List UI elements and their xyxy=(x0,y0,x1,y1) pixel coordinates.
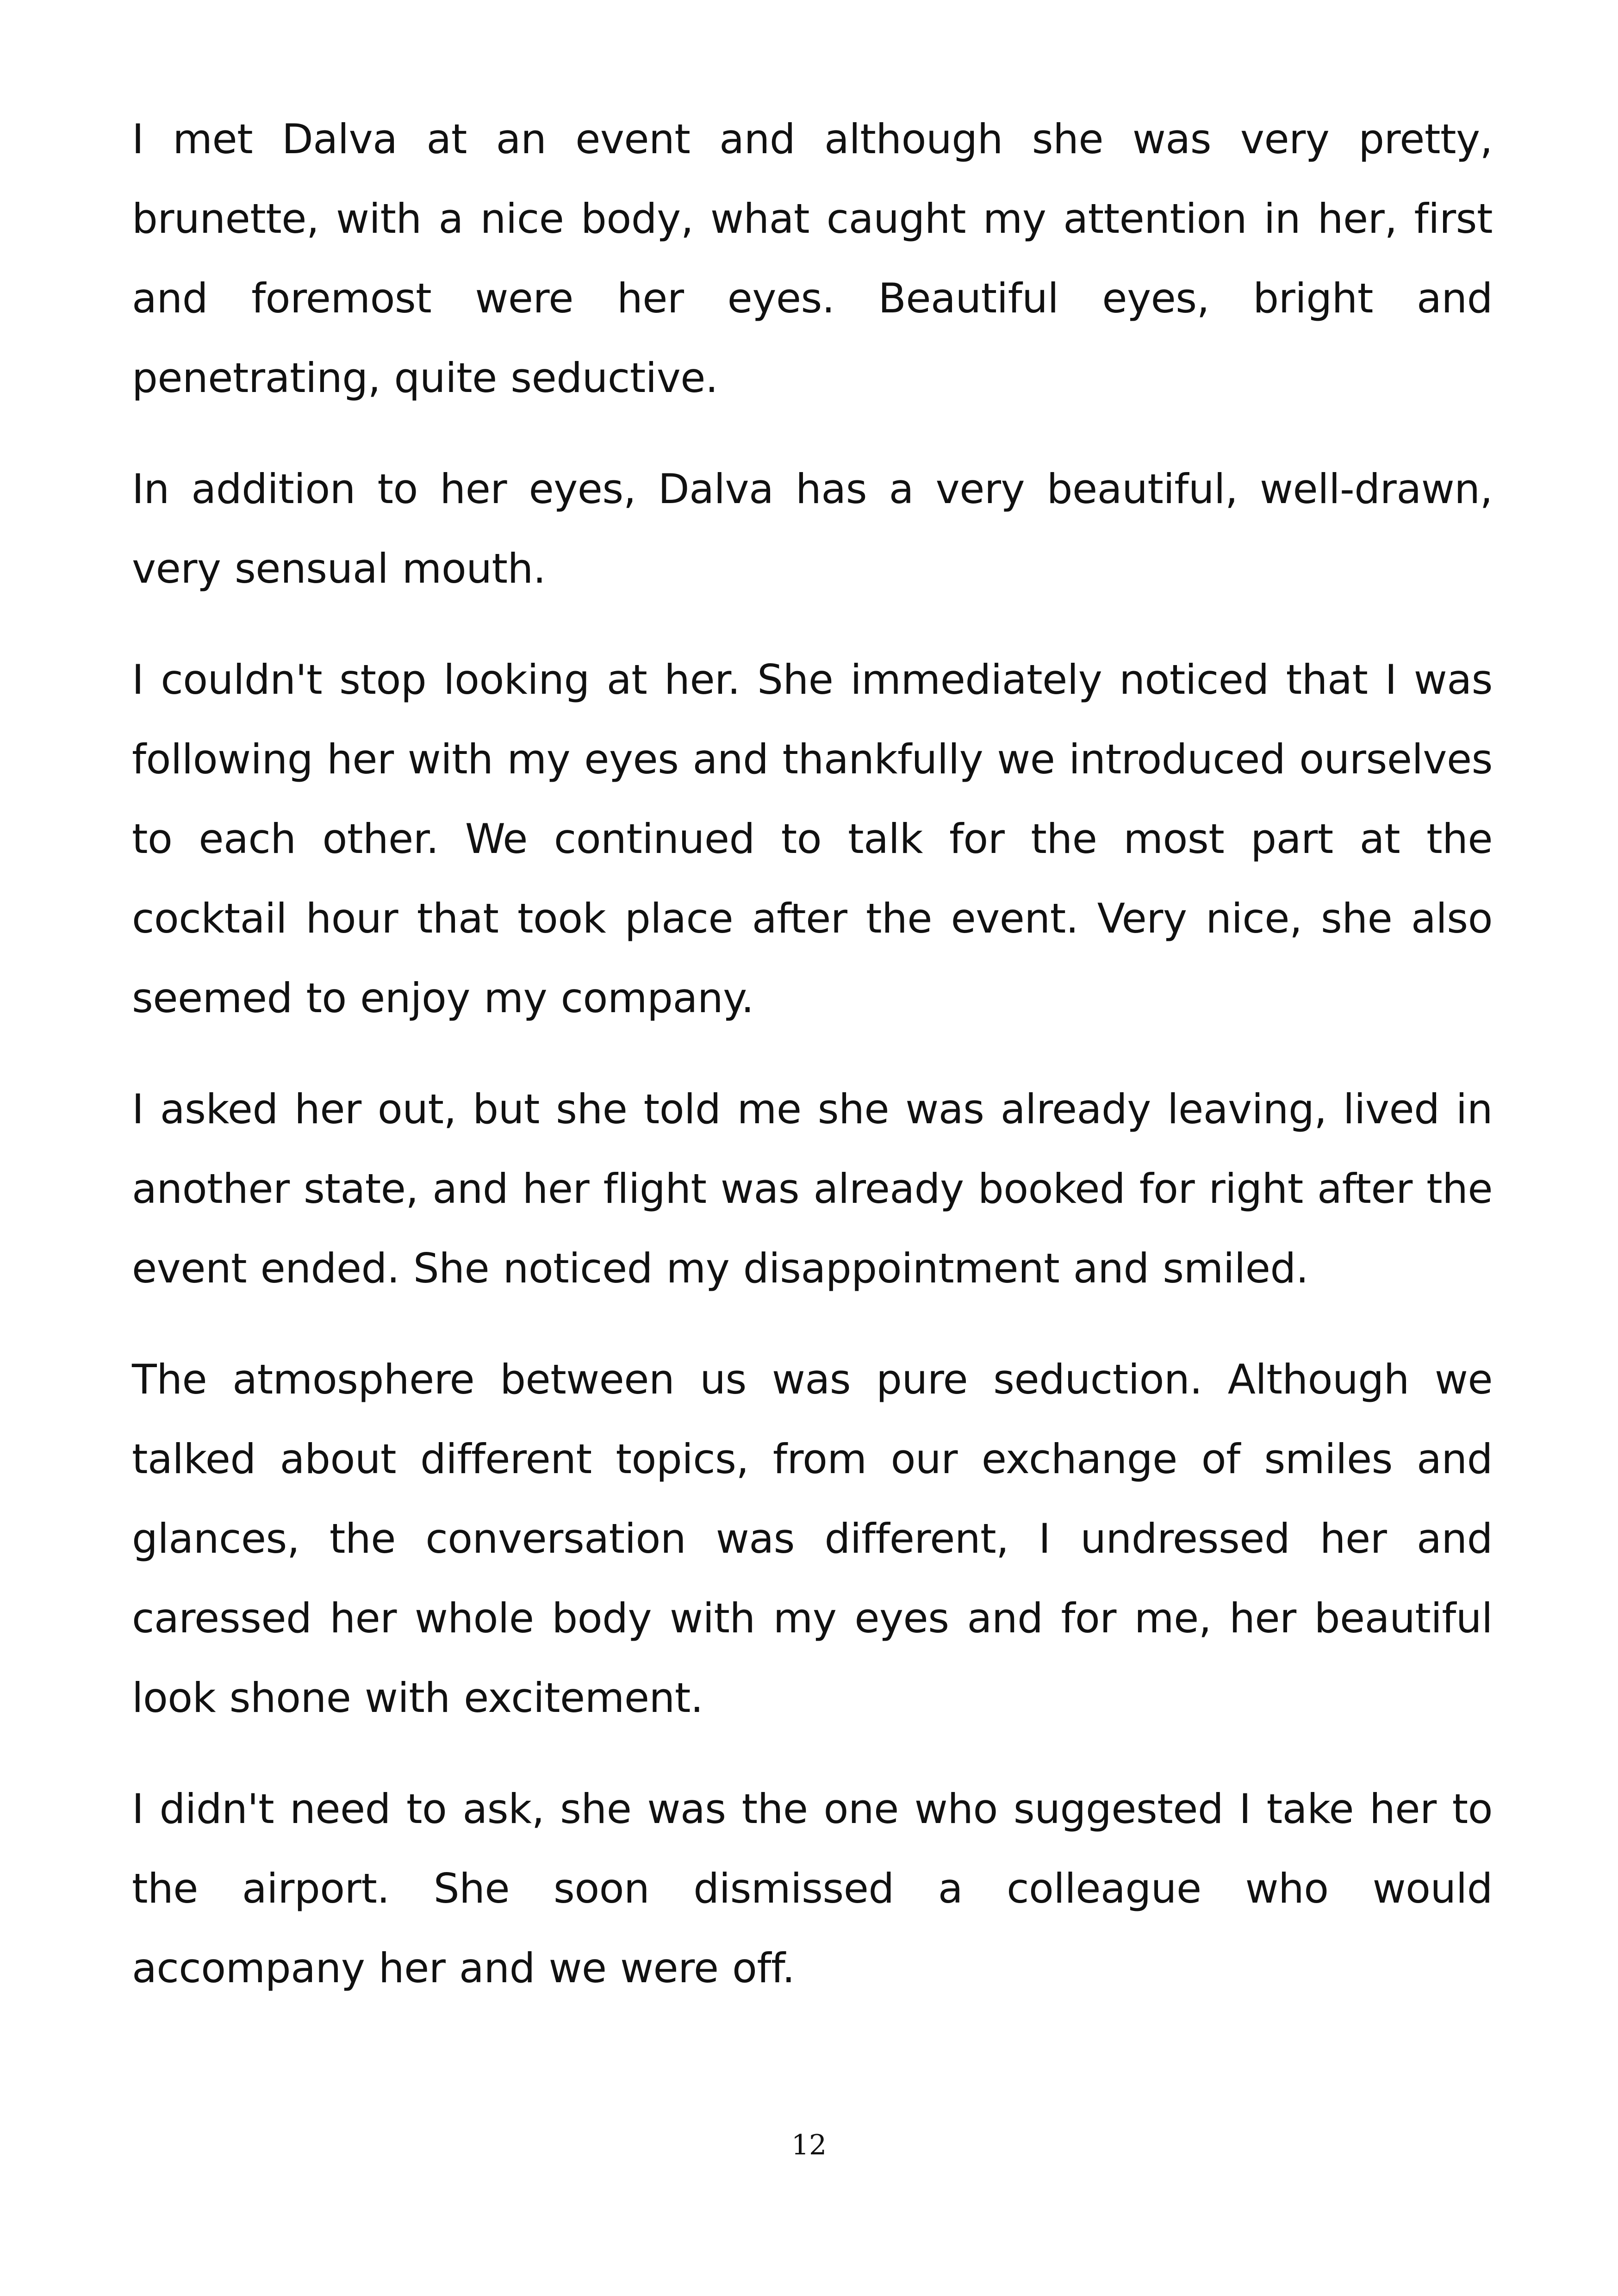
paragraph-3: I couldn't stop looking at her. She immediately noticed that I was following her with my eyes and thankfully we introduced ourselves to each other. We continued to talk for the most part at the cocktail hour that took place after the event. Very nice, she also seemed to enjoy my company. xyxy=(132,656,1493,1022)
paragraph-5: The atmosphere between us was pure seduction. Although we talked about different topics, from our exchange of smiles and glances, the conversation was different, I undressed her and caressed her whole body with my eyes and for me, her beautiful look shone with excitement. xyxy=(132,1356,1493,1722)
page-number: 12 xyxy=(791,2129,827,2161)
paragraph-4: I asked her out, but she told me she was already leaving, lived in another state, and her flight was already booked for right after the event ended. She noticed my disappointment and smiled. xyxy=(132,1085,1493,1292)
paragraph-2: In addition to her eyes, Dalva has a very beautiful, well-drawn, very sensual mouth. xyxy=(132,465,1493,592)
paragraph-6: I didn't need to ask, she was the one who suggested I take her to the airport. She soon dismissed a colleague who would accompany her and we were off. xyxy=(132,1785,1493,1992)
body-text xyxy=(132,100,1493,2040)
paragraph-1: I met Dalva at an event and although she was very pretty, brunette, with a nice body, what caught my attention in her, first and foremost were her eyes. Beautiful eyes, bright and penetrating, quite seductive. xyxy=(132,115,1493,402)
